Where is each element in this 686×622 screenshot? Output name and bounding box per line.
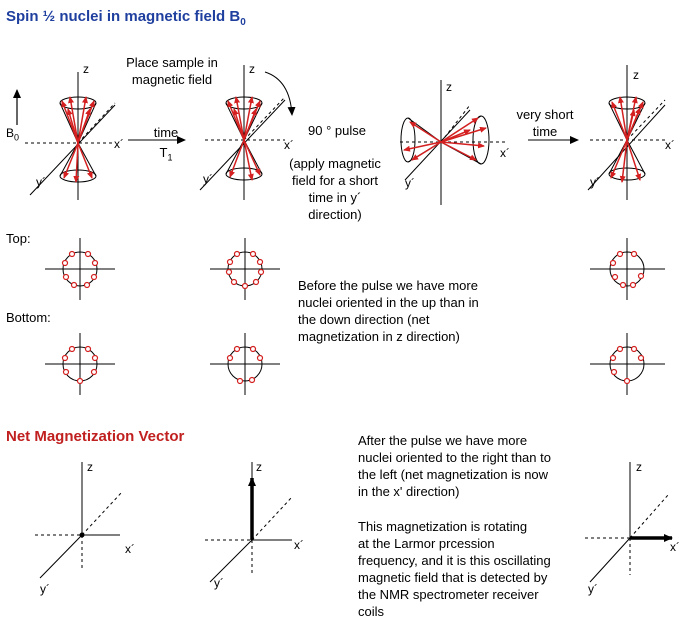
axis-z-1: z <box>83 62 89 76</box>
rotating-line-5: the NMR spectrometer receiver <box>358 587 539 602</box>
very-short-2: time <box>532 124 558 139</box>
t-text: T <box>159 145 168 160</box>
axis-x-5: x´ <box>125 542 135 556</box>
rotating-line-6: coils <box>358 604 385 619</box>
b-sub: 0 <box>14 132 20 143</box>
very-short-text <box>505 106 585 140</box>
axis-x-2: x´ <box>284 138 294 152</box>
axis-z-2: z <box>249 62 255 76</box>
axis-x-1: x´ <box>114 137 124 151</box>
before-line-4: magnetization in z direction) <box>298 329 460 344</box>
rotating-line-2: at the Larmor prcession <box>358 536 495 551</box>
top-label: Top: <box>6 231 31 246</box>
axis-x-7: x´ <box>670 540 680 554</box>
cone-diagram-1 <box>17 72 115 200</box>
t-sub: 1 <box>167 152 173 163</box>
t1-label <box>148 144 184 167</box>
axis-y-4: y´ <box>590 175 600 189</box>
place-sample-line-2: magnetic field <box>131 72 213 87</box>
b-text: B <box>6 126 15 140</box>
axis-y-6: y´ <box>214 576 224 590</box>
rotating-line-1: This magnetization is rotating <box>358 519 528 534</box>
axis-z-7: z <box>636 460 642 474</box>
bottom-label: Bottom: <box>6 310 51 325</box>
pulse-detail <box>285 155 385 223</box>
before-line-1: Before the pulse we have more <box>298 278 478 293</box>
title-subscript: 0 <box>240 17 246 28</box>
title-text: Spin ½ nuclei in magnetic field B <box>6 8 241 25</box>
axis-z-3: z <box>446 80 452 94</box>
pulse-detail-4: direction) <box>308 207 362 222</box>
place-sample-text <box>112 54 232 88</box>
after-note <box>358 432 598 500</box>
axis-x-4: x´ <box>665 138 675 152</box>
vector-diagram-2 <box>205 462 292 582</box>
section-title: Net Magnetization Vector <box>6 428 185 445</box>
axis-y-1: y´ <box>36 175 46 189</box>
rotating-line-4: magnetic field that is detected by <box>358 570 548 585</box>
after-line-2: nuclei oriented to the right than to <box>358 450 551 465</box>
axis-y-5: y´ <box>40 582 50 596</box>
place-sample-line-1: Place sample in <box>126 55 218 70</box>
axis-y-2: y´ <box>203 172 213 186</box>
pulse-detail-1: (apply magnetic <box>289 156 381 171</box>
axis-z-5: z <box>87 460 93 474</box>
axis-z-6: z <box>256 460 262 474</box>
before-line-2: nuclei oriented in the up than in <box>298 295 479 310</box>
axis-x-6: x´ <box>294 538 304 552</box>
axis-y-3: y´ <box>405 176 415 190</box>
cone-diagram-3 <box>400 80 505 205</box>
rotating-note <box>358 518 598 620</box>
after-line-3: the left (net magnetization is now <box>358 467 549 482</box>
pulse-detail-2: field for a short <box>292 173 378 188</box>
pulse-label: 90 ° pulse <box>308 123 366 138</box>
after-line-1: After the pulse we have more <box>358 433 528 448</box>
axis-z-4: z <box>633 68 639 82</box>
vector-diagram-1 <box>35 462 122 578</box>
vector-diagram-3 <box>585 462 672 582</box>
b0-label <box>6 126 19 142</box>
pulse-detail-3: time in y´ <box>308 190 362 205</box>
rotating-line-3: frequency, and it is this oscillating <box>358 553 551 568</box>
axis-y-7: y´ <box>588 582 598 596</box>
time-label: time <box>153 125 179 140</box>
after-line-4: in the x' direction) <box>358 484 460 499</box>
axis-x-3: x´ <box>500 146 510 160</box>
before-note <box>298 277 528 345</box>
very-short-1: very short <box>516 107 574 122</box>
before-line-3: the down direction (net <box>298 312 430 327</box>
